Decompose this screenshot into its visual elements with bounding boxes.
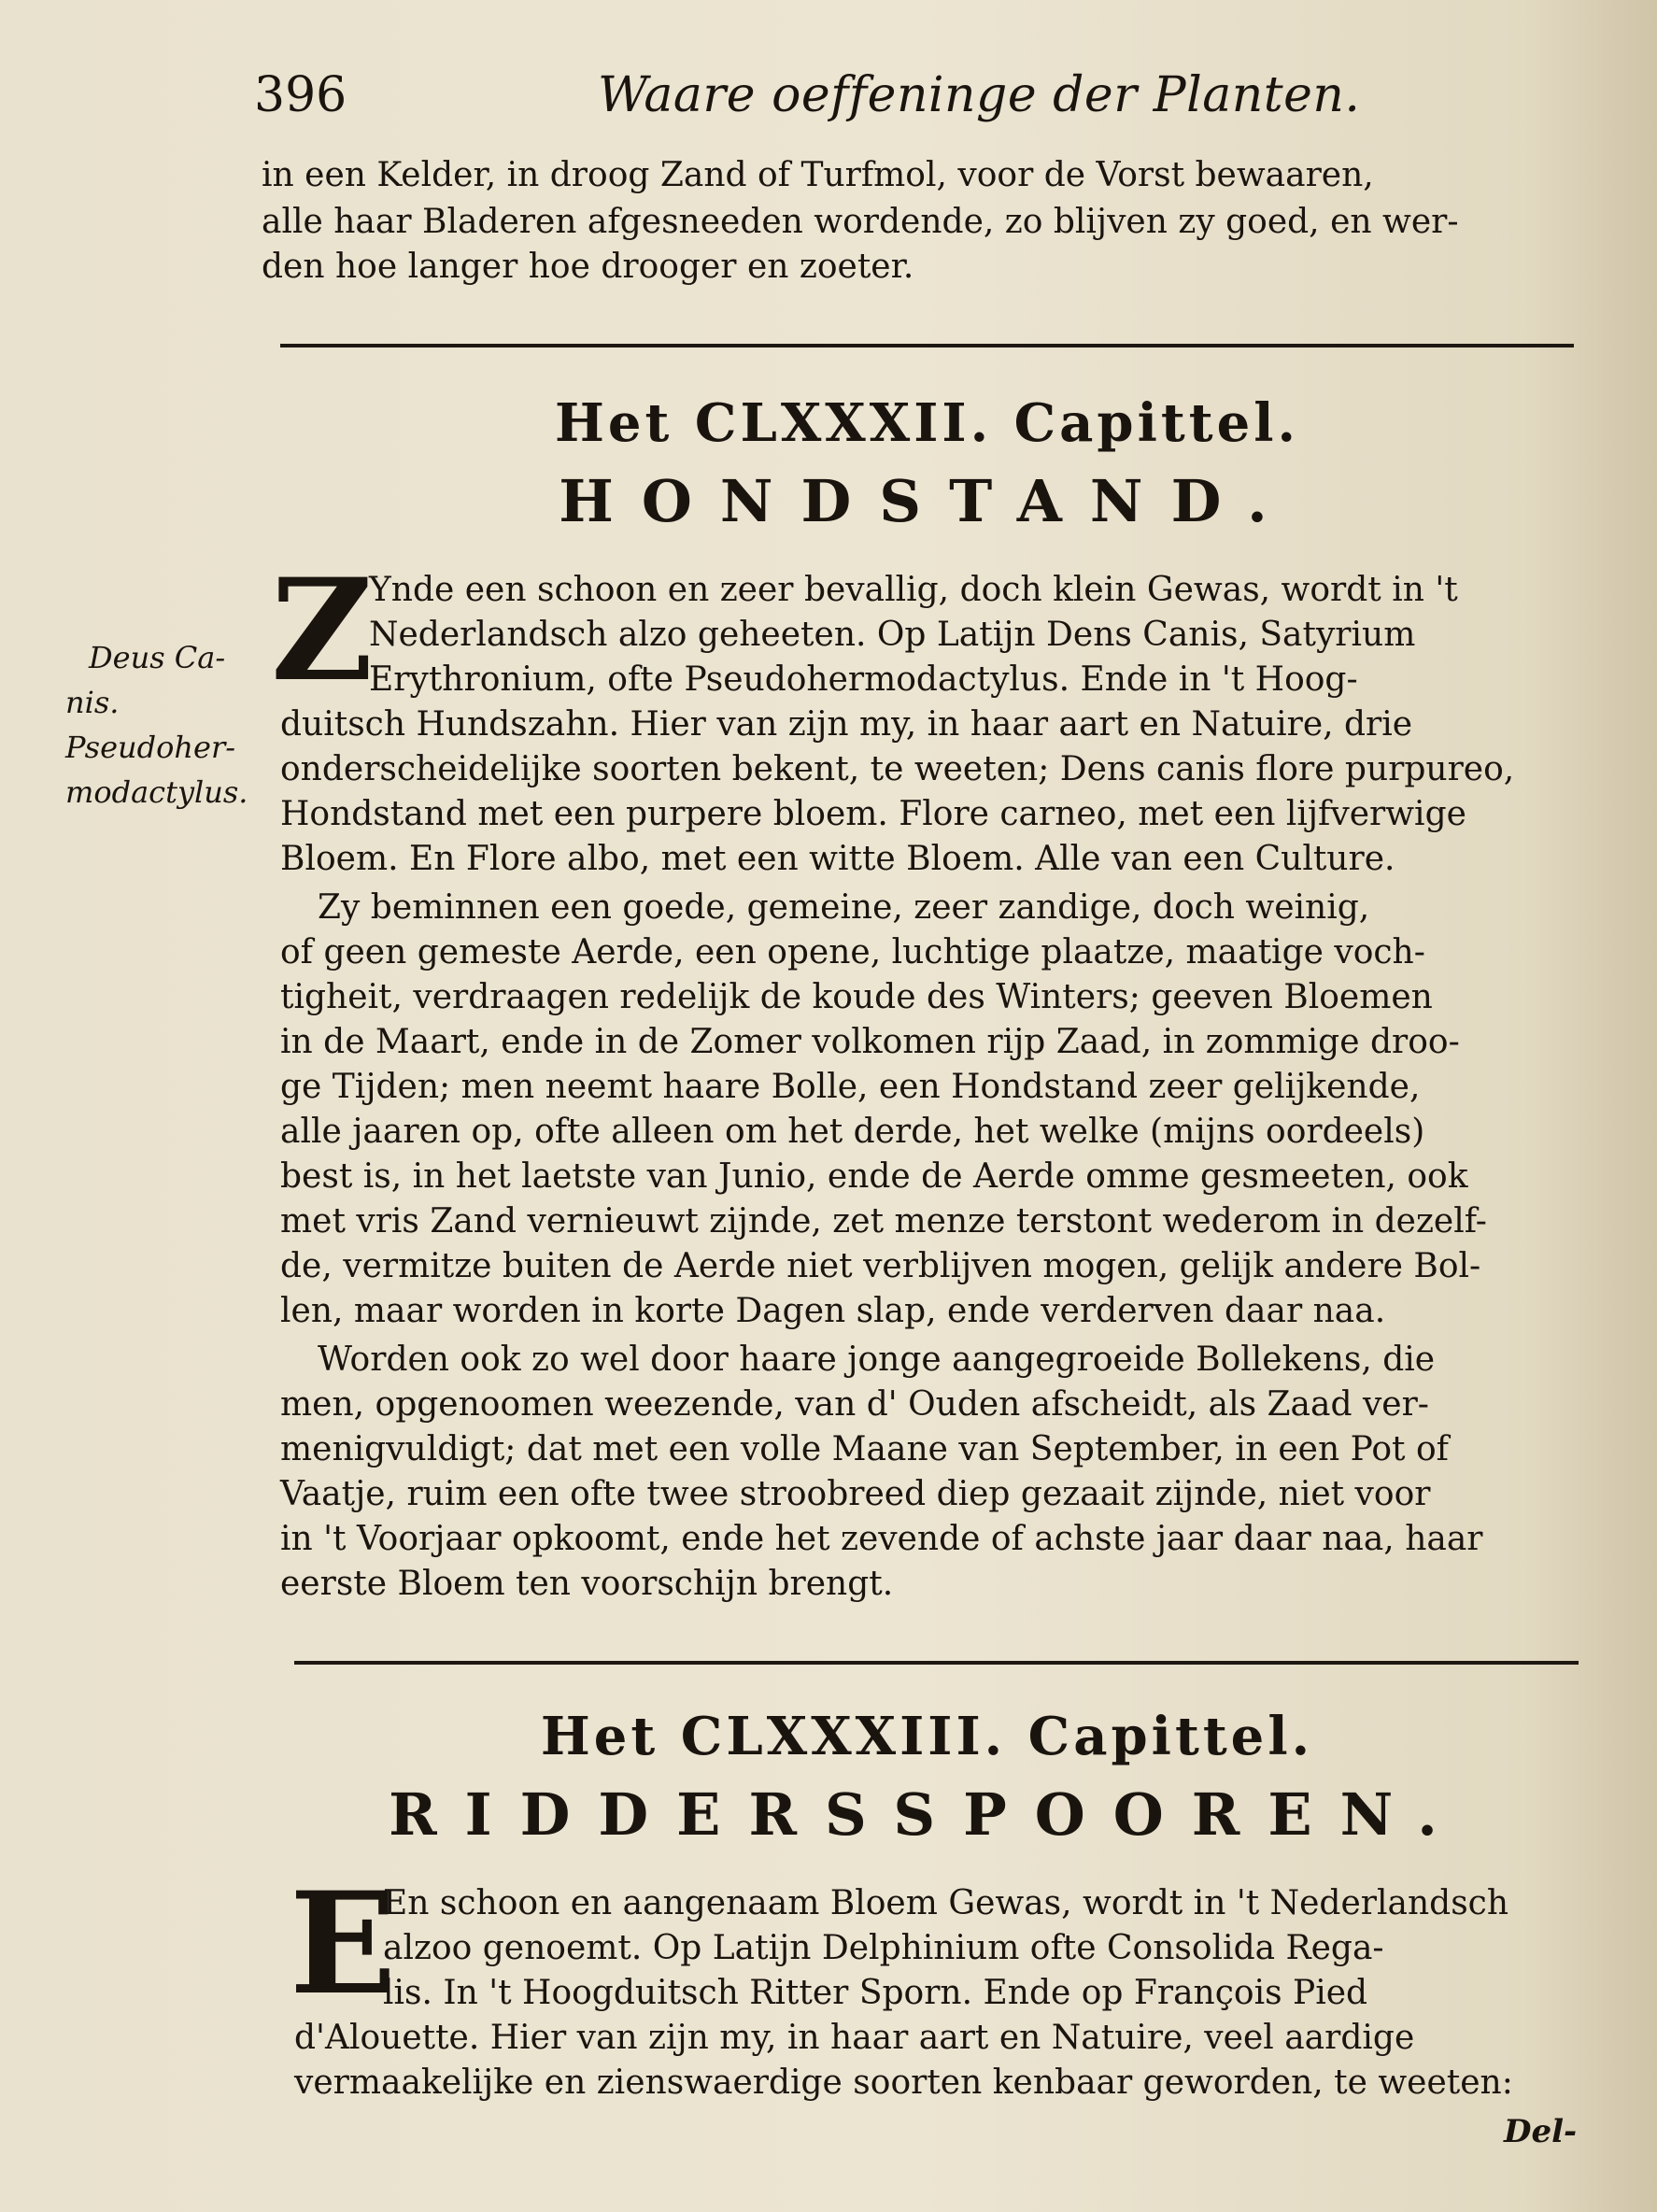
page-number: 396 [254,67,347,123]
text-line: len, maar worden in korte Dagen slap, ende verderven daar naa. [280,1292,1386,1330]
text-line: d'Alouette. Hier van zijn my, in haar aart en Natuire, veel aardige [294,2019,1415,2057]
drop-cap: Z [271,548,374,713]
text-line: En schoon en aangenaam Bloem Gewas, wordt in 't Nederlandsch [383,1884,1509,1922]
text-line: den hoe langer hoe drooger en zoeter. [262,248,914,286]
margin-note: modactylus. [65,774,248,810]
chapter-title: HONDSTAND. [559,467,1296,535]
text-line: alle jaaren op, ofte alleen om het derde, het welke (mijns oordeels) [280,1113,1425,1151]
text-line: lis. In 't Hoogduitsch Ritter Sporn. Ende op François Pied [383,1974,1368,2012]
text-line: eerste Bloem ten voorschijn brengt. [280,1565,894,1603]
text-line: alzoo genoemt. Op Latijn Delphinium ofte Consolida Rega- [383,1929,1384,1967]
section-divider [294,1661,1579,1665]
margin-note: Pseudoher- [65,730,236,765]
text-line: in 't Voorjaar opkoomt, ende het zevende of achste jaar daar naa, haar [280,1520,1483,1558]
text-line: Zy beminnen een goede, gemeine, zeer zandige, doch weinig, [318,888,1370,927]
text-line: in een Kelder, in droog Zand of Turfmol, voor de Vorst bewaaren, [262,156,1374,194]
section-divider [280,344,1574,347]
text-line: duitsch Hundszahn. Hier van zijn my, in haar aart en Natuire, drie [280,705,1413,744]
drop-cap: E [290,1862,397,2026]
catchword: Del- [1504,2113,1578,2150]
text-line: Nederlandsch alzo geheeten. Op Latijn Dens Canis, Satyrium [369,616,1416,654]
text-line: Bloem. En Flore albo, met een witte Bloem. Alle van een Culture. [280,840,1395,878]
text-line: vermaakelijke en zienswaerdige soorten kenbaar geworden, te weeten: [294,2063,1513,2102]
margin-note: nis. [65,685,120,720]
text-line: de, vermitze buiten de Aerde niet verblijven mogen, gelijk andere Bol- [280,1247,1481,1285]
text-line: of geen gemeste Aerde, een opene, luchtige plaatze, maatige voch- [280,933,1425,971]
running-title: Waare oeffeninge der Planten. [598,67,1361,123]
text-line: alle haar Bladeren afgesneeden wordende, zo blijven zy goed, en wer- [262,203,1459,241]
text-line: men, opgenoomen weezende, van d' Ouden afscheidt, als Zaad ver- [280,1385,1429,1424]
text-line: menigvuldigt; dat met een volle Maane van September, in een Pot of [280,1430,1449,1468]
text-line: ge Tijden; men neemt haare Bolle, een Hondstand zeer gelijkende, [280,1068,1421,1106]
text-line: Ynde een schoon en zeer bevallig, doch klein Gewas, wordt in 't [369,571,1458,609]
chapter-heading: Het CLXXXII. Capittel. [555,392,1299,454]
margin-note: Deus Ca- [89,640,226,675]
chapter-heading: Het CLXXXIII. Capittel. [540,1706,1314,1767]
text-line: Erythronium, ofte Pseudohermodactylus. Ende in 't Hoog- [369,660,1358,699]
text-line: tigheit, verdraagen redelijk de koude des Winters; geeven Bloemen [280,978,1433,1016]
text-line: best is, in het laetste van Junio, ende de Aerde omme gesmeeten, ook [280,1157,1468,1196]
text-line: Vaatje, ruim een ofte twee stroobreed diep gezaait zijnde, niet voor [280,1475,1431,1513]
text-line: in de Maart, ende in de Zomer volkomen rijp Zaad, in zommige droo- [280,1023,1460,1061]
text-line: Hondstand met een purpere bloem. Flore carneo, met een lijfverwige [280,795,1466,833]
text-line: onderscheidelijke soorten bekent, te weeten; Dens canis flore purpureo, [280,750,1515,788]
text-line: met vris Zand vernieuwt zijnde, zet menze terstont wederom in dezelf- [280,1202,1487,1241]
text-line: Worden ook zo wel door haare jonge aangegroeide Bollekens, die [318,1340,1436,1379]
chapter-title: RIDDERSSPOOREN. [389,1780,1466,1849]
